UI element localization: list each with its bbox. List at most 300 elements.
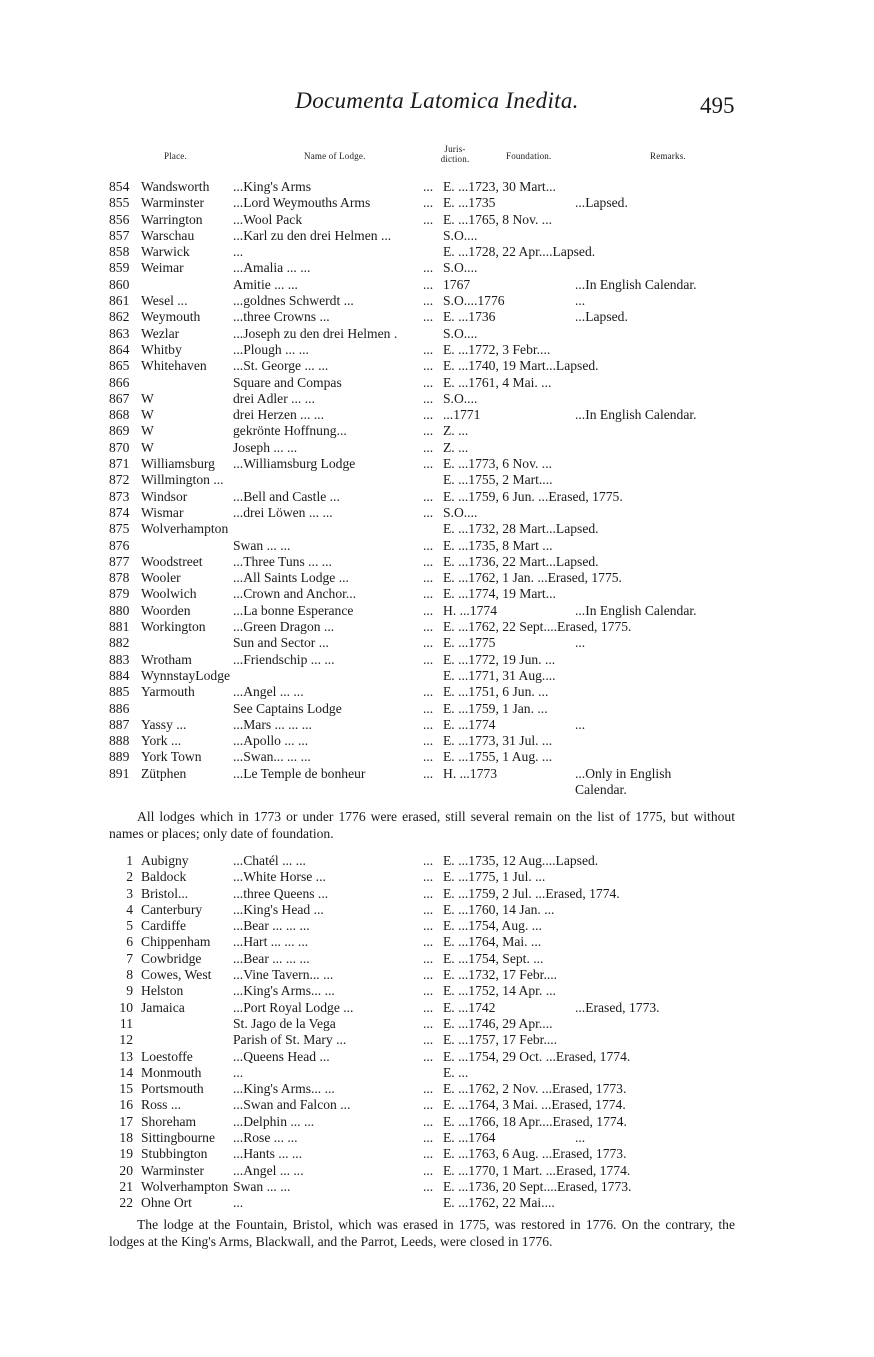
table-row [109,277,739,293]
lodge-foundation: E. ...1774, 19 Mart... [443,586,556,602]
lodge-remark: Calendar. [575,781,627,797]
lodge-foundation: E. ...1764 [443,1130,496,1146]
lodge-foundation: E. ...1763, 6 Aug. ...Erased, 1773. [443,1146,627,1162]
table-row [109,652,739,668]
lodge-name: ... [233,1195,244,1211]
paragraph-text: The lodge at the Fountain, Bristol, which was erased in 1775, was restored in 1776. On the contrary, the lodges at the King's Arms, Blackwall, and the Parrot, Leeds, were closed in 1776. [109,1217,735,1249]
leader-dots: ... [423,439,434,455]
lodge-number: 878 [109,570,130,586]
table-row [109,853,739,869]
lodge-name: ...Williamsburg Lodge [233,456,356,472]
table-row [109,886,739,902]
lodge-remark: ...In English Calendar. [575,276,697,292]
lodge-place: Warminster [141,1162,205,1178]
leader-dots: ... [423,341,434,357]
leader-dots: ... [423,407,434,423]
lodge-foundation: E. ...1770, 1 Mart. ...Erased, 1774. [443,1162,631,1178]
leader-dots: ... [423,765,434,781]
lodge-name: St. Jago de la Vega [233,1015,336,1031]
leader-dots: ... [423,983,434,999]
lodge-place: W [141,439,154,455]
leader-dots: ... [423,635,434,651]
lodge-foundation: E. ...1755, 1 Aug. ... [443,749,553,765]
lodge-foundation: E. ...1759, 1 Jan. ... [443,700,548,716]
paragraph-erased-lodges [109,809,735,842]
table-row [109,391,739,407]
lodge-name: ...King's Arms... ... [233,983,335,999]
table-row [109,668,739,684]
lodge-remark: ... [575,635,586,651]
lodge-place: Aubigny [141,853,189,868]
lodge-number: 16 [119,1097,133,1113]
lodge-place: W [141,423,154,439]
table-row [109,918,739,934]
lodge-foundation: H. ...1774 [443,602,497,618]
lodge-remark: ...Only in English [575,765,672,781]
lodge-remark: ...Lapsed. [575,309,628,325]
leader-dots: ... [423,1081,434,1097]
lodge-foundation: E. ...1759, 6 Jun. ...Erased, 1775. [443,488,623,504]
lodge-foundation: S.O.... [443,504,478,520]
leader-dots: ... [423,1130,434,1146]
lodge-place: Monmouth [141,1064,202,1080]
lodge-number: 882 [109,635,130,651]
lodge-foundation: E. ...1746, 29 Apr.... [443,1015,553,1031]
lodge-foundation: E. ...1736, 22 Mart...Lapsed. [443,553,599,569]
lodge-foundation: E. ...1735, 8 Mart ... [443,537,553,553]
leader-dots: ... [423,716,434,732]
lodge-place: Woolwich [141,586,197,602]
lodge-name: ...Delphin ... ... [233,1113,315,1129]
table-row [109,423,739,439]
lodge-number: 857 [109,227,130,243]
leader-dots: ... [423,211,434,227]
table-row [109,635,739,651]
leader-dots: ... [423,684,434,700]
lodge-remark: ...Lapsed. [575,195,628,211]
lodge-number: 868 [109,407,130,423]
lodge-place: Warminster [141,195,205,211]
lodge-name: ... [233,244,244,260]
lodge-place: Whitehaven [141,358,207,374]
lodge-place: Workington [141,619,206,635]
lodge-foundation: E. ...1764, 3 Mai. ...Erased, 1774. [443,1097,626,1113]
table-row [109,1016,739,1032]
lodge-number: 877 [109,553,130,569]
lodge-number: 858 [109,244,130,260]
lodge-number: 891 [109,765,130,781]
lodge-place: Wezlar [141,325,180,341]
table-row [109,1130,739,1146]
lodge-list-unnamed [109,853,739,1212]
lodge-place: Willmington ... [141,472,224,488]
lodge-foundation: E. ...1736 [443,309,496,325]
table-row [109,195,739,211]
lodge-name: ...Angel ... ... [233,684,304,700]
lodge-place: WynnstayLodge [141,667,231,683]
leader-dots: ... [423,700,434,716]
lodge-place: Ohne Ort [141,1195,192,1211]
table-row [109,489,739,505]
lodge-place: York Town [141,749,202,765]
lodge-name: ...King's Arms... ... [233,1081,335,1097]
lodge-place: Stubbington [141,1146,208,1162]
leader-dots: ... [423,733,434,749]
table-row [109,358,739,374]
lodge-number: 861 [109,293,130,309]
lodge-number: 14 [119,1064,133,1080]
leader-dots: ... [423,853,434,868]
leader-dots: ... [423,358,434,374]
table-row [109,554,739,570]
table-row [109,684,739,700]
lodge-number: 864 [109,341,130,357]
leader-dots: ... [423,901,434,917]
lodge-foundation: E. ...1761, 4 Mai. ... [443,374,552,390]
lodge-foundation: E. ...1728, 22 Apr....Lapsed. [443,244,596,260]
leader-dots: ... [423,293,434,309]
lodge-number: 885 [109,684,130,700]
lodge-number: 19 [119,1146,133,1162]
table-row [109,902,739,918]
lodge-place: Jamaica [141,999,185,1015]
lodge-name: ...Hart ... ... ... [233,934,309,950]
lodge-name: ...goldnes Schwerdt ... [233,293,354,309]
table-row [109,440,739,456]
table-row [109,260,739,276]
column-header-foundation: Foundation. [506,151,552,161]
paragraph-text: All lodges which in 1773 or under 1776 were erased, still several remain on the list of 1775, but without names or places; only date of foundation. [109,809,735,841]
lodge-number: 871 [109,456,130,472]
lodge-number: 856 [109,211,130,227]
lodge-name: ...Bell and Castle ... [233,488,340,504]
leader-dots: ... [423,934,434,950]
lodge-foundation: H. ...1773 [443,765,497,781]
lodge-foundation: Z. ... [443,439,469,455]
lodge-name: ...Friendschip ... ... [233,651,335,667]
lodge-foundation: ...1771 [443,407,481,423]
lodge-name: ...Lord Weymouths Arms [233,195,371,211]
lodge-place: Windsor [141,488,188,504]
table-row [109,326,739,342]
column-header-place: Place. [164,151,187,161]
lodge-name: Swan ... ... [233,537,291,553]
leader-dots: ... [423,967,434,983]
leader-dots: ... [423,260,434,276]
lodge-place: Sittingbourne [141,1130,216,1146]
table-row [109,1114,739,1130]
lodge-name: ...Le Temple de bonheur [233,765,366,781]
table-row [109,212,739,228]
running-title: Documenta Latomica Inedita. [295,88,579,113]
lodge-number: 869 [109,423,130,439]
lodge-place: Bristol... [141,885,189,901]
lodge-place: Cowbridge [141,950,202,966]
leader-dots: ... [423,1113,434,1129]
leader-dots: ... [423,1162,434,1178]
lodge-number: 22 [119,1195,133,1211]
table-row [109,1163,739,1179]
table-row [109,749,739,765]
table-row [109,538,739,554]
lodge-place: Woodstreet [141,553,203,569]
table-row [109,293,739,309]
leader-dots: ... [423,179,434,194]
leader-dots: ... [423,570,434,586]
leader-dots: ... [423,276,434,292]
lodge-place: Wolverhampton [141,1178,229,1194]
lodge-foundation: E. ...1762, 1 Jan. ...Erased, 1775. [443,570,622,586]
leader-dots: ... [423,619,434,635]
lodge-number: 6 [126,934,133,950]
lodge-number: 3 [126,885,133,901]
table-row [109,309,739,325]
lodge-foundation: E. ...1773, 6 Nov. ... [443,456,552,472]
leader-dots: ... [423,1015,434,1031]
lodge-foundation: E. ...1740, 19 Mart...Lapsed. [443,358,599,374]
lodge-foundation: S.O.... [443,390,478,406]
lodge-remark: ...In English Calendar. [575,407,697,423]
table-row [109,586,739,602]
lodge-foundation: E. ...1772, 3 Febr.... [443,341,551,357]
table-row [109,733,739,749]
lodge-number: 889 [109,749,130,765]
lodge-name: ...King's Head ... [233,901,324,917]
lodge-name: ...All Saints Lodge ... [233,570,349,586]
lodge-number: 855 [109,195,130,211]
lodge-number: 874 [109,504,130,520]
lodge-number: 880 [109,602,130,618]
lodge-foundation: E. ...1736, 20 Sept....Erased, 1773. [443,1178,632,1194]
lodge-name: drei Herzen ... ... [233,407,324,423]
lodge-place: Warschau [141,227,195,243]
lodge-number: 866 [109,374,130,390]
leader-dots: ... [423,999,434,1015]
lodge-name: Joseph ... ... [233,439,298,455]
lodge-name: ...Bear ... ... ... [233,918,310,934]
lodge-number: 865 [109,358,130,374]
leader-dots: ... [423,651,434,667]
table-row [109,766,739,782]
leader-dots: ... [423,918,434,934]
leader-dots: ... [423,537,434,553]
lodge-number: 9 [126,983,133,999]
lodge-place: Cardiffe [141,918,187,934]
paragraph-restored-lodge [109,1217,735,1250]
lodge-number: 881 [109,619,130,635]
lodge-name: drei Adler ... ... [233,390,315,406]
lodge-name: Amitie ... ... [233,276,298,292]
lodge-place: Weimar [141,260,184,276]
lodge-foundation: E. ...1742 [443,999,496,1015]
table-row [109,934,739,950]
table-row [109,1195,739,1211]
lodge-name: Swan ... ... [233,1178,291,1194]
lodge-foundation: S.O.... [443,325,478,341]
lodge-name: Parish of St. Mary ... [233,1032,347,1048]
lodge-foundation: E. ...1757, 17 Febr.... [443,1032,558,1048]
lodge-place: Yarmouth [141,684,195,700]
lodge-name: ... [233,1064,244,1080]
column-header-remarks: Remarks. [650,151,686,161]
lodge-number: 872 [109,472,130,488]
lodge-number: 7 [126,950,133,966]
lodge-place: Weymouth [141,309,201,325]
lodge-name: ...Vine Tavern... ... [233,967,334,983]
lodge-foundation: E. ...1774 [443,716,496,732]
lodge-name: ...Bear ... ... ... [233,950,310,966]
lodge-number: 883 [109,651,130,667]
lodge-number: 854 [109,179,130,194]
table-row [109,521,739,537]
lodge-number: 21 [119,1178,133,1194]
leader-dots: ... [423,390,434,406]
lodge-name: ...St. George ... ... [233,358,329,374]
table-row [109,342,739,358]
lodge-name: ...Three Tuns ... ... [233,553,332,569]
table-row [109,228,739,244]
table-row [109,603,739,619]
lodge-name: ...Crown and Anchor... [233,586,357,602]
lodge-place: Portsmouth [141,1081,204,1097]
lodge-place: Wooler [141,570,181,586]
lodge-place: Warwick [141,244,190,260]
leader-dots: ... [423,309,434,325]
lodge-place: York ... [141,733,182,749]
lodge-number: 20 [119,1162,133,1178]
lodge-place: W [141,407,154,423]
leader-dots: ... [423,885,434,901]
lodge-number: 2 [126,869,133,885]
lodge-foundation: E. ...1766, 18 Apr....Erased, 1774. [443,1113,627,1129]
lodge-foundation: E. ...1760, 14 Jan. ... [443,901,555,917]
lodge-place: Baldock [141,869,187,885]
lodge-list-main [109,179,739,798]
table-row [109,375,739,391]
lodge-foundation: E. ...1754, Aug. ... [443,918,542,934]
lodge-remark: ... [575,1130,586,1146]
table-row [109,951,739,967]
table-row [109,570,739,586]
lodge-foundation: Z. ... [443,423,469,439]
table-row [109,869,739,885]
lodge-name: ...drei Löwen ... ... [233,504,333,520]
table-row [109,1081,739,1097]
lodge-foundation: S.O....1776 [443,293,505,309]
lodge-name: ...Wool Pack [233,211,303,227]
lodge-foundation: E. ... [443,1064,469,1080]
leader-dots: ... [423,553,434,569]
lodge-name: ...Port Royal Lodge ... [233,999,354,1015]
lodge-number: 863 [109,325,130,341]
lodge-number: 12 [119,1032,133,1048]
page-number: 495 [700,93,735,118]
lodge-place: Wrotham [141,651,192,667]
lodge-number: 875 [109,521,130,537]
leader-dots: ... [423,374,434,390]
lodge-number: 870 [109,439,130,455]
leader-dots: ... [423,1048,434,1064]
table-row [109,1146,739,1162]
lodge-foundation: E. ...1775, 1 Jul. ... [443,869,546,885]
lodge-name: Sun and Sector ... [233,635,329,651]
lodge-foundation: E. ...1759, 2 Jul. ...Erased, 1774. [443,885,620,901]
lodge-number: 13 [119,1048,133,1064]
lodge-name: ...La bonne Esperance [233,602,354,618]
lodge-place: Zütphen [141,765,187,781]
leader-dots: ... [423,195,434,211]
lodge-foundation: E. ...1732, 28 Mart...Lapsed. [443,521,599,537]
table-row [109,407,739,423]
column-header-name: Name of Lodge. [304,151,366,161]
column-header-jurisdiction: Juris- diction. [440,144,470,164]
lodge-name: gekrönte Hoffnung... [233,423,347,439]
leader-dots: ... [423,869,434,885]
lodge-place: Warrington [141,211,203,227]
lodge-name: ...Queens Head ... [233,1048,330,1064]
lodge-foundation: S.O.... [443,260,478,276]
table-row [109,967,739,983]
table-row [109,1097,739,1113]
lodge-name: ...Rose ... ... [233,1130,298,1146]
lodge-place: Wolverhampton [141,521,229,537]
lodge-foundation: E. ...1752, 14 Apr. ... [443,983,556,999]
lodge-foundation: S.O.... [443,227,478,243]
lodge-place: Shoreham [141,1113,197,1129]
lodge-place: W [141,390,154,406]
leader-dots: ... [423,456,434,472]
lodge-remark: ... [575,716,586,732]
lodge-foundation: E. ...1751, 6 Jun. ... [443,684,549,700]
leader-dots: ... [423,602,434,618]
table-row [109,619,739,635]
table-row [109,717,739,733]
lodge-number: 879 [109,586,130,602]
table-row [109,1065,739,1081]
lodge-name: ...three Queens ... [233,885,329,901]
lodge-name: ...Apollo ... ... [233,733,309,749]
lodge-foundation: E. ...1764, Mai. ... [443,934,542,950]
table-row [109,505,739,521]
table-row [109,1049,739,1065]
lodge-number: 876 [109,537,130,553]
lodge-name: ...Joseph zu den drei Helmen . [233,325,398,341]
lodge-place: Canterbury [141,901,203,917]
lodge-place: Williamsburg [141,456,215,472]
lodge-name: ...Karl zu den drei Helmen ... [233,227,392,243]
leader-dots: ... [423,586,434,602]
lodge-number: 859 [109,260,130,276]
lodge-foundation: E. ...1735, 12 Aug....Lapsed. [443,853,599,868]
lodge-name: Square and Compas [233,374,342,390]
lodge-foundation: 1767 [443,276,471,292]
lodge-foundation: E. ...1772, 19 Jun. ... [443,651,556,667]
lodge-place: Cowes, West [141,967,212,983]
lodge-foundation: E. ...1754, 29 Oct. ...Erased, 1774. [443,1048,631,1064]
table-row [109,1000,739,1016]
lodge-number: 11 [119,1015,133,1031]
lodge-foundation: E. ...1773, 31 Jul. ... [443,733,553,749]
lodge-number: 886 [109,700,130,716]
table-row [109,782,739,798]
leader-dots: ... [423,488,434,504]
lodge-place: Whitby [141,341,182,357]
lodge-place: Helston [141,983,184,999]
leader-dots: ... [423,1097,434,1113]
lodge-name: ...Chatél ... ... [233,853,306,868]
table-row [109,472,739,488]
lodge-remark: ...In English Calendar. [575,602,697,618]
